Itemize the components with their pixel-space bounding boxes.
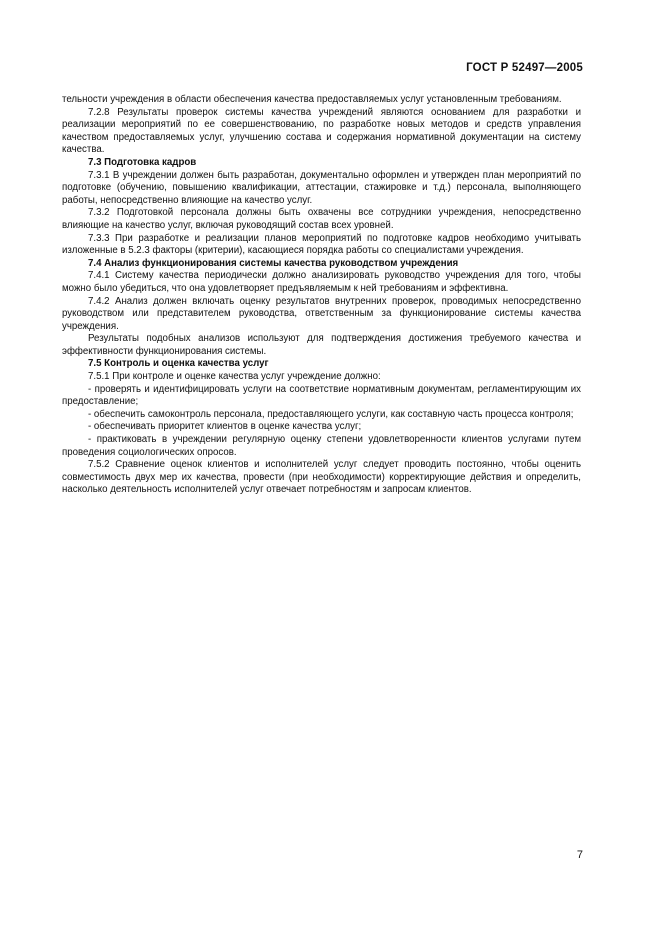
page-number: 7 [576,849,583,861]
paragraph-7-4-results: Результаты подобных анализов используют для подтверждения достижения требуемого качества и эффективности функционирования системы. [62,333,581,357]
document-body [62,94,581,497]
paragraph-7-4-2: 7.4.2 Анализ должен включать оценку результатов внутренних проверок, проводимых непосредственно руководством или представителем руководства, ответственным за функционирование системы качества учреждения. [62,295,581,332]
section-heading-7-3: 7.3 Подготовка кадров [88,156,197,168]
list-item: - обеспечивать приоритет клиентов в оценке качества услуг; [88,421,362,433]
paragraph-7-3-2: 7.3.2 Подготовкой персонала должны быть охвачены все сотрудники учреждения, непосредственно влияющие на качество услуг, включая руководящий состав всех уровней. [62,207,581,231]
paragraph-7-3-1: 7.3.1 В учреждении должен быть разработан, документально оформлен и утвержден план мероприятий по подготовке (обучению, повышению квалификации, аттестации, стажировке и т.д.) персонала, выполняющего работы, непосредственно влияющие на качество услуг. [62,169,581,206]
paragraph-7-5-1: 7.5.1 При контроле и оценке качества услуг учреждение должно: [88,371,381,383]
paragraph-7-5-2: 7.5.2 Сравнение оценок клиентов и исполнителей услуг следует проводить постоянно, чтобы оценить совместимость двух мер их качества, провести (при необходимости) корректирующие действия и определить, насколько деятельность исполнителей услуг отвечает потребностям и запросам клиентов. [62,459,581,496]
document-id-header: ГОСТ Р 52497—2005 [466,62,583,74]
paragraph-7-3-3: 7.3.3 При разработке и реализации планов мероприятий по подготовке кадров необходимо учитывать изложенные в 5.2.3 факторы (критерии), касающиеся порядка работы со специалистами учреждения. [62,232,581,257]
list-item: - обеспечить самоконтроль персонала, предоставляющего услуги, как составную часть процесса контроля; [88,408,574,420]
section-heading-7-5: 7.5 Контроль и оценка качества услуг [88,358,269,370]
paragraph-continuation: тельности учреждения в области обеспечения качества предоставляемых услуг установленным требованиям. [62,94,562,105]
paragraph-7-2-8: 7.2.8 Результаты проверок системы качества учреждений являются основанием для разработки и реализации мероприятий по ее совершенствованию, по разработке новых методов и средств управления качеством предоставляемых услуг, улучшению состава и содержания нормативной документации на систему качества. [62,106,581,156]
section-heading-7-4: 7.4 Анализ функционирования системы качества руководством учреждения [88,257,459,269]
paragraph-7-4-1: 7.4.1 Систему качества периодически должно анализировать руководство учреждения для того, чтобы можно было убедиться, что она удовлетворяет предъявляемым к ней требованиям и эффективна. [62,270,581,294]
list-item: - проверять и идентифицировать услуги на соответствие нормативным документам, регламентирующим их предоставление; [62,383,581,408]
list-item: - практиковать в учреждении регулярную оценку степени удовлетворенности клиентов услугами путем проведения социологических опросов. [62,434,581,458]
